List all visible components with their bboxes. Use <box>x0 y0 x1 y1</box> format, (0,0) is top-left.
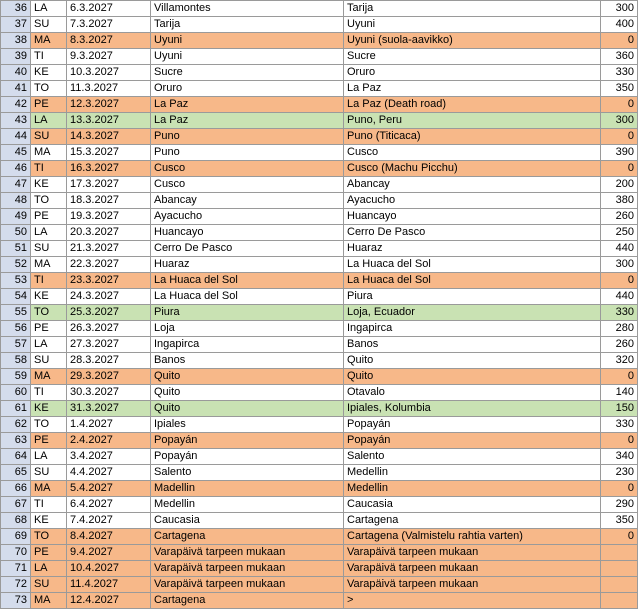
weekday-cell[interactable]: MA <box>31 593 67 609</box>
weekday-cell[interactable]: TO <box>31 193 67 209</box>
to-location-cell[interactable]: Huancayo <box>344 209 601 225</box>
from-location-cell[interactable]: La Huaca del Sol <box>151 289 344 305</box>
to-location-cell[interactable]: Abancay <box>344 177 601 193</box>
from-location-cell[interactable]: Cartagena <box>151 529 344 545</box>
table-row <box>1 577 638 593</box>
from-location-cell[interactable]: La Paz <box>151 113 344 129</box>
row-number-header[interactable]: 49 <box>1 209 31 225</box>
from-location-cell[interactable]: La Huaca del Sol <box>151 273 344 289</box>
date-cell[interactable]: 25.3.2027 <box>67 305 151 321</box>
from-location-cell[interactable]: Oruro <box>151 81 344 97</box>
row-number-header[interactable]: 41 <box>1 81 31 97</box>
to-location-cell[interactable]: Loja, Ecuador <box>344 305 601 321</box>
row-number-header[interactable]: 61 <box>1 401 31 417</box>
from-location-cell[interactable]: Varapäivä tarpeen mukaan <box>151 545 344 561</box>
table-row <box>1 145 638 161</box>
from-location-cell[interactable]: Piura <box>151 305 344 321</box>
distance-km-cell[interactable]: 350 <box>601 81 638 97</box>
distance-km-cell[interactable]: 230 <box>601 465 638 481</box>
from-location-cell[interactable]: Cusco <box>151 177 344 193</box>
distance-km-cell[interactable]: 200 <box>601 177 638 193</box>
row-number-header[interactable]: 57 <box>1 337 31 353</box>
from-location-cell[interactable]: Huancayo <box>151 225 344 241</box>
date-cell[interactable]: 4.4.2027 <box>67 465 151 481</box>
from-location-cell[interactable]: Cusco <box>151 161 344 177</box>
weekday-cell[interactable]: PE <box>31 209 67 225</box>
table-row <box>1 97 638 113</box>
from-location-cell[interactable]: La Paz <box>151 97 344 113</box>
table-row <box>1 353 638 369</box>
row-number-header[interactable]: 37 <box>1 17 31 33</box>
date-cell[interactable]: 22.3.2027 <box>67 257 151 273</box>
table-row <box>1 193 638 209</box>
from-location-cell[interactable]: Caucasia <box>151 513 344 529</box>
to-location-cell[interactable]: Puno, Peru <box>344 113 601 129</box>
weekday-cell[interactable]: TO <box>31 529 67 545</box>
distance-km-cell[interactable]: 150 <box>601 401 638 417</box>
date-cell[interactable]: 11.3.2027 <box>67 81 151 97</box>
distance-km-cell[interactable] <box>601 561 638 577</box>
date-cell[interactable]: 31.3.2027 <box>67 401 151 417</box>
row-number-header[interactable]: 47 <box>1 177 31 193</box>
from-location-cell[interactable]: Ingapirca <box>151 337 344 353</box>
weekday-cell[interactable]: KE <box>31 513 67 529</box>
row-number-header[interactable]: 52 <box>1 257 31 273</box>
distance-km-cell[interactable]: 260 <box>601 209 638 225</box>
to-location-cell[interactable]: Quito <box>344 369 601 385</box>
row-number-header[interactable]: 69 <box>1 529 31 545</box>
weekday-cell[interactable]: TI <box>31 385 67 401</box>
distance-km-cell[interactable]: 0 <box>601 97 638 113</box>
to-location-cell[interactable]: Salento <box>344 449 601 465</box>
date-cell[interactable]: 12.4.2027 <box>67 593 151 609</box>
row-number-header[interactable]: 59 <box>1 369 31 385</box>
table-row <box>1 417 638 433</box>
from-location-cell[interactable]: Medellin <box>151 497 344 513</box>
date-cell[interactable]: 7.4.2027 <box>67 513 151 529</box>
table-row <box>1 129 638 145</box>
table-row <box>1 561 638 577</box>
table-row <box>1 529 638 545</box>
date-cell[interactable]: 9.4.2027 <box>67 545 151 561</box>
row-number-header[interactable]: 50 <box>1 225 31 241</box>
weekday-cell[interactable]: PE <box>31 433 67 449</box>
table-row <box>1 385 638 401</box>
to-location-cell[interactable]: Medellin <box>344 481 601 497</box>
distance-km-cell[interactable]: 440 <box>601 241 638 257</box>
from-location-cell[interactable]: Popayán <box>151 449 344 465</box>
weekday-cell[interactable]: PE <box>31 321 67 337</box>
to-location-cell[interactable]: La Paz <box>344 81 601 97</box>
to-location-cell[interactable]: Varapäivä tarpeen mukaan <box>344 545 601 561</box>
from-location-cell[interactable]: Uyuni <box>151 49 344 65</box>
to-location-cell[interactable]: Medellin <box>344 465 601 481</box>
table-row <box>1 321 638 337</box>
from-location-cell[interactable]: Uyuni <box>151 33 344 49</box>
distance-km-cell[interactable]: 330 <box>601 417 638 433</box>
table-row <box>1 177 638 193</box>
weekday-cell[interactable]: SU <box>31 465 67 481</box>
date-cell[interactable]: 12.3.2027 <box>67 97 151 113</box>
to-location-cell[interactable]: Sucre <box>344 49 601 65</box>
table-row <box>1 593 638 609</box>
distance-km-cell[interactable]: 0 <box>601 529 638 545</box>
from-location-cell[interactable]: Tarija <box>151 17 344 33</box>
date-cell[interactable]: 5.4.2027 <box>67 481 151 497</box>
row-number-header[interactable]: 73 <box>1 593 31 609</box>
table-row <box>1 49 638 65</box>
to-location-cell[interactable]: Popayán <box>344 433 601 449</box>
distance-km-cell[interactable]: 0 <box>601 273 638 289</box>
table-row <box>1 65 638 81</box>
table-row <box>1 273 638 289</box>
from-location-cell[interactable]: Sucre <box>151 65 344 81</box>
weekday-cell[interactable]: MA <box>31 257 67 273</box>
weekday-cell[interactable]: KE <box>31 65 67 81</box>
table-row <box>1 465 638 481</box>
row-number-header[interactable]: 68 <box>1 513 31 529</box>
to-location-cell[interactable]: Piura <box>344 289 601 305</box>
to-location-cell[interactable]: Varapäivä tarpeen mukaan <box>344 577 601 593</box>
table-row <box>1 257 638 273</box>
table-row <box>1 545 638 561</box>
distance-km-cell[interactable]: 0 <box>601 129 638 145</box>
to-location-cell[interactable]: > <box>344 593 601 609</box>
distance-km-cell[interactable]: 380 <box>601 193 638 209</box>
from-location-cell[interactable]: Puno <box>151 129 344 145</box>
row-number-header[interactable]: 38 <box>1 33 31 49</box>
weekday-cell[interactable]: TI <box>31 49 67 65</box>
from-location-cell[interactable]: Loja <box>151 321 344 337</box>
date-cell[interactable]: 19.3.2027 <box>67 209 151 225</box>
distance-km-cell[interactable]: 0 <box>601 33 638 49</box>
to-location-cell[interactable]: Ingapirca <box>344 321 601 337</box>
date-cell[interactable]: 8.3.2027 <box>67 33 151 49</box>
weekday-cell[interactable]: TO <box>31 81 67 97</box>
table-row <box>1 401 638 417</box>
table-row <box>1 33 638 49</box>
distance-km-cell[interactable]: 360 <box>601 49 638 65</box>
weekday-cell[interactable]: MA <box>31 369 67 385</box>
weekday-cell[interactable]: TI <box>31 497 67 513</box>
date-cell[interactable]: 14.3.2027 <box>67 129 151 145</box>
date-cell[interactable]: 26.3.2027 <box>67 321 151 337</box>
row-number-header[interactable]: 54 <box>1 289 31 305</box>
distance-km-cell[interactable] <box>601 545 638 561</box>
date-cell[interactable]: 16.3.2027 <box>67 161 151 177</box>
date-cell[interactable]: 6.4.2027 <box>67 497 151 513</box>
from-location-cell[interactable]: Salento <box>151 465 344 481</box>
weekday-cell[interactable]: PE <box>31 97 67 113</box>
weekday-cell[interactable]: TO <box>31 417 67 433</box>
weekday-cell[interactable]: PE <box>31 545 67 561</box>
from-location-cell[interactable]: Puno <box>151 145 344 161</box>
weekday-cell[interactable]: KE <box>31 401 67 417</box>
from-location-cell[interactable]: Madellin <box>151 481 344 497</box>
to-location-cell[interactable]: Caucasia <box>344 497 601 513</box>
to-location-cell[interactable]: Tarija <box>344 1 601 17</box>
table-row <box>1 209 638 225</box>
date-cell[interactable]: 10.3.2027 <box>67 65 151 81</box>
from-location-cell[interactable]: Abancay <box>151 193 344 209</box>
from-location-cell[interactable]: Villamontes <box>151 1 344 17</box>
to-location-cell[interactable]: Cartagena (Valmistelu rahtia varten) <box>344 529 601 545</box>
weekday-cell[interactable]: LA <box>31 1 67 17</box>
date-cell[interactable]: 18.3.2027 <box>67 193 151 209</box>
table-row <box>1 225 638 241</box>
to-location-cell[interactable]: Huaraz <box>344 241 601 257</box>
distance-km-cell[interactable]: 440 <box>601 289 638 305</box>
date-cell[interactable]: 2.4.2027 <box>67 433 151 449</box>
distance-km-cell[interactable]: 320 <box>601 353 638 369</box>
weekday-cell[interactable]: SU <box>31 353 67 369</box>
row-number-header[interactable]: 36 <box>1 1 31 17</box>
from-location-cell[interactable]: Cerro De Pasco <box>151 241 344 257</box>
row-number-header[interactable]: 64 <box>1 449 31 465</box>
from-location-cell[interactable]: Quito <box>151 401 344 417</box>
weekday-cell[interactable]: TI <box>31 161 67 177</box>
to-location-cell[interactable]: Cusco <box>344 145 601 161</box>
table-row <box>1 497 638 513</box>
from-location-cell[interactable]: Quito <box>151 369 344 385</box>
row-number-header[interactable]: 39 <box>1 49 31 65</box>
weekday-cell[interactable]: LA <box>31 449 67 465</box>
row-number-header[interactable]: 45 <box>1 145 31 161</box>
distance-km-cell[interactable]: 300 <box>601 113 638 129</box>
distance-km-cell[interactable]: 250 <box>601 225 638 241</box>
to-location-cell[interactable]: Banos <box>344 337 601 353</box>
to-location-cell[interactable]: La Huaca del Sol <box>344 273 601 289</box>
from-location-cell[interactable]: Cartagena <box>151 593 344 609</box>
to-location-cell[interactable]: Uyuni (suola-aavikko) <box>344 33 601 49</box>
date-cell[interactable]: 15.3.2027 <box>67 145 151 161</box>
row-number-header[interactable]: 60 <box>1 385 31 401</box>
row-number-header[interactable]: 46 <box>1 161 31 177</box>
table-row <box>1 513 638 529</box>
weekday-cell[interactable]: SU <box>31 17 67 33</box>
from-location-cell[interactable]: Huaraz <box>151 257 344 273</box>
to-location-cell[interactable]: Cerro De Pasco <box>344 225 601 241</box>
to-location-cell[interactable]: Ipiales, Kolumbia <box>344 401 601 417</box>
to-location-cell[interactable]: Popayán <box>344 417 601 433</box>
distance-km-cell[interactable]: 290 <box>601 497 638 513</box>
table-row <box>1 481 638 497</box>
table-row <box>1 113 638 129</box>
distance-km-cell[interactable]: 0 <box>601 369 638 385</box>
table-row <box>1 305 638 321</box>
from-location-cell[interactable]: Ipiales <box>151 417 344 433</box>
row-number-header[interactable]: 48 <box>1 193 31 209</box>
date-cell[interactable]: 9.3.2027 <box>67 49 151 65</box>
to-location-cell[interactable]: Uyuni <box>344 17 601 33</box>
row-number-header[interactable]: 71 <box>1 561 31 577</box>
to-location-cell[interactable]: Cartagena <box>344 513 601 529</box>
row-number-header[interactable]: 58 <box>1 353 31 369</box>
date-cell[interactable]: 11.4.2027 <box>67 577 151 593</box>
row-number-header[interactable]: 70 <box>1 545 31 561</box>
date-cell[interactable]: 3.4.2027 <box>67 449 151 465</box>
weekday-cell[interactable]: SU <box>31 129 67 145</box>
row-number-header[interactable]: 63 <box>1 433 31 449</box>
date-cell[interactable]: 7.3.2027 <box>67 17 151 33</box>
distance-km-cell[interactable]: 140 <box>601 385 638 401</box>
table-row <box>1 241 638 257</box>
date-cell[interactable]: 1.4.2027 <box>67 417 151 433</box>
from-location-cell[interactable]: Varapäivä tarpeen mukaan <box>151 577 344 593</box>
row-number-header[interactable]: 44 <box>1 129 31 145</box>
date-cell[interactable]: 6.3.2027 <box>67 1 151 17</box>
weekday-cell[interactable]: SU <box>31 577 67 593</box>
weekday-cell[interactable]: KE <box>31 289 67 305</box>
distance-km-cell[interactable]: 260 <box>601 337 638 353</box>
date-cell[interactable]: 28.3.2027 <box>67 353 151 369</box>
table-row <box>1 161 638 177</box>
to-location-cell[interactable]: La Huaca del Sol <box>344 257 601 273</box>
distance-km-cell[interactable]: 280 <box>601 321 638 337</box>
from-location-cell[interactable]: Ayacucho <box>151 209 344 225</box>
distance-km-cell[interactable]: 0 <box>601 481 638 497</box>
distance-km-cell[interactable]: 400 <box>601 17 638 33</box>
date-cell[interactable]: 23.3.2027 <box>67 273 151 289</box>
from-location-cell[interactable]: Banos <box>151 353 344 369</box>
to-location-cell[interactable]: La Paz (Death road) <box>344 97 601 113</box>
weekday-cell[interactable]: MA <box>31 481 67 497</box>
date-cell[interactable]: 24.3.2027 <box>67 289 151 305</box>
distance-km-cell[interactable]: 330 <box>601 65 638 81</box>
to-location-cell[interactable]: Ayacucho <box>344 193 601 209</box>
table-row <box>1 337 638 353</box>
date-cell[interactable]: 17.3.2027 <box>67 177 151 193</box>
to-location-cell[interactable]: Oruro <box>344 65 601 81</box>
distance-km-cell[interactable]: 330 <box>601 305 638 321</box>
date-cell[interactable]: 21.3.2027 <box>67 241 151 257</box>
row-number-header[interactable]: 67 <box>1 497 31 513</box>
distance-km-cell[interactable]: 300 <box>601 1 638 17</box>
row-number-header[interactable]: 51 <box>1 241 31 257</box>
weekday-cell[interactable]: TI <box>31 273 67 289</box>
to-location-cell[interactable]: Quito <box>344 353 601 369</box>
date-cell[interactable]: 30.3.2027 <box>67 385 151 401</box>
weekday-cell[interactable]: TO <box>31 305 67 321</box>
weekday-cell[interactable]: LA <box>31 113 67 129</box>
to-location-cell[interactable]: Otavalo <box>344 385 601 401</box>
date-cell[interactable]: 29.3.2027 <box>67 369 151 385</box>
distance-km-cell[interactable]: 390 <box>601 145 638 161</box>
row-number-header[interactable]: 55 <box>1 305 31 321</box>
to-location-cell[interactable]: Cusco (Machu Picchu) <box>344 161 601 177</box>
date-cell[interactable]: 13.3.2027 <box>67 113 151 129</box>
distance-km-cell[interactable]: 350 <box>601 513 638 529</box>
row-number-header[interactable]: 72 <box>1 577 31 593</box>
to-location-cell[interactable]: Puno (Titicaca) <box>344 129 601 145</box>
table-row <box>1 369 638 385</box>
weekday-cell[interactable]: SU <box>31 241 67 257</box>
weekday-cell[interactable]: KE <box>31 177 67 193</box>
date-cell[interactable]: 20.3.2027 <box>67 225 151 241</box>
row-number-header[interactable]: 53 <box>1 273 31 289</box>
from-location-cell[interactable]: Popayán <box>151 433 344 449</box>
weekday-cell[interactable]: MA <box>31 33 67 49</box>
row-number-header[interactable]: 65 <box>1 465 31 481</box>
table-row <box>1 17 638 33</box>
weekday-cell[interactable]: LA <box>31 561 67 577</box>
sheet-body <box>1 1 638 609</box>
from-location-cell[interactable]: Quito <box>151 385 344 401</box>
distance-km-cell[interactable] <box>601 593 638 609</box>
date-cell[interactable]: 10.4.2027 <box>67 561 151 577</box>
weekday-cell[interactable]: LA <box>31 225 67 241</box>
row-number-header[interactable]: 56 <box>1 321 31 337</box>
row-number-header[interactable]: 42 <box>1 97 31 113</box>
distance-km-cell[interactable] <box>601 577 638 593</box>
row-number-header[interactable]: 62 <box>1 417 31 433</box>
table-row <box>1 289 638 305</box>
from-location-cell[interactable]: Varapäivä tarpeen mukaan <box>151 561 344 577</box>
weekday-cell[interactable]: LA <box>31 337 67 353</box>
weekday-cell[interactable]: MA <box>31 145 67 161</box>
distance-km-cell[interactable]: 340 <box>601 449 638 465</box>
row-number-header[interactable]: 43 <box>1 113 31 129</box>
distance-km-cell[interactable]: 0 <box>601 161 638 177</box>
row-number-header[interactable]: 40 <box>1 65 31 81</box>
row-number-header[interactable]: 66 <box>1 481 31 497</box>
distance-km-cell[interactable]: 300 <box>601 257 638 273</box>
table-row <box>1 1 638 17</box>
distance-km-cell[interactable]: 0 <box>601 433 638 449</box>
table-row <box>1 81 638 97</box>
date-cell[interactable]: 27.3.2027 <box>67 337 151 353</box>
to-location-cell[interactable]: Varapäivä tarpeen mukaan <box>344 561 601 577</box>
date-cell[interactable]: 8.4.2027 <box>67 529 151 545</box>
table-row <box>1 449 638 465</box>
table-row <box>1 433 638 449</box>
